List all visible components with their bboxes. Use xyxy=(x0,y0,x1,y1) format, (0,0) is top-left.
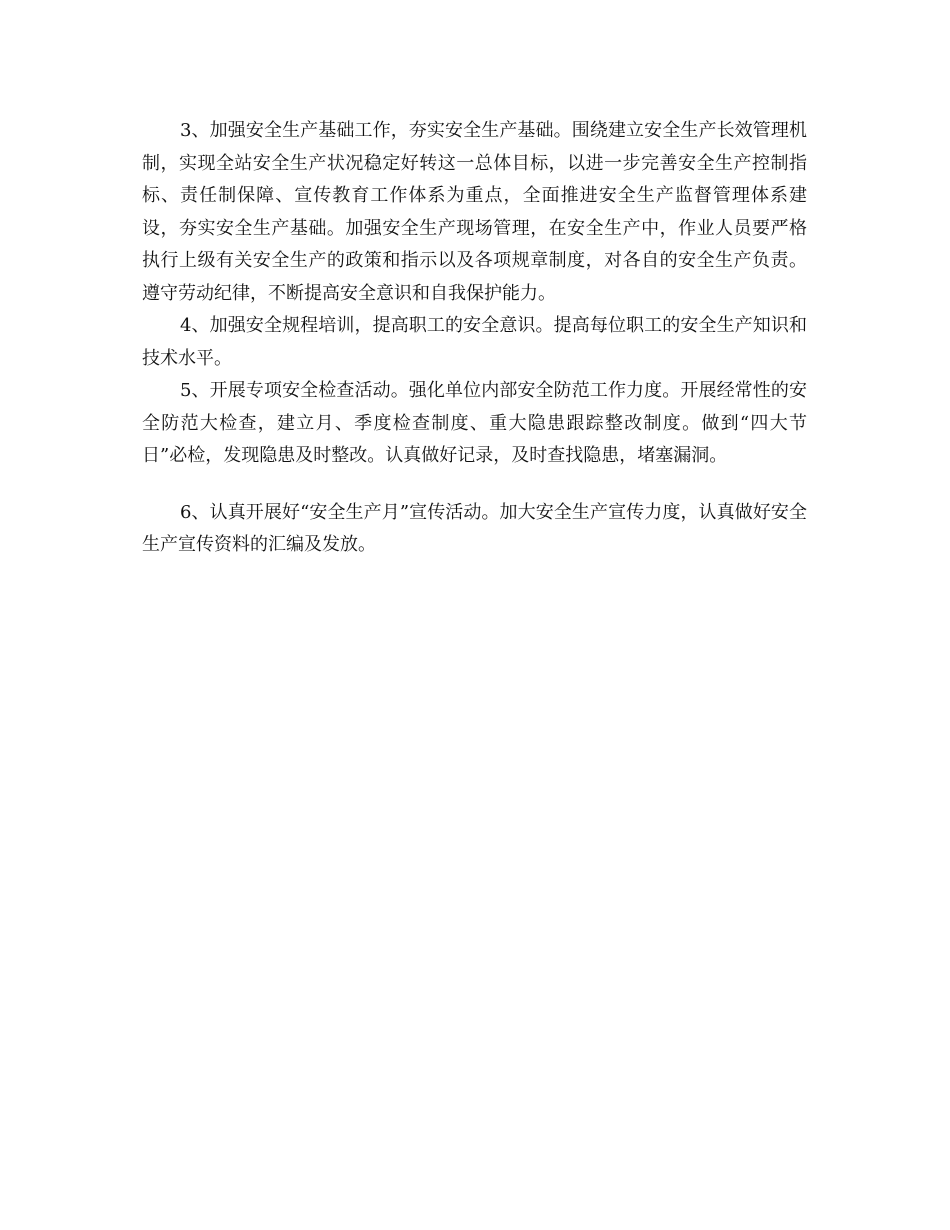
paragraph-4: 4、加强安全规程培训，提高职工的安全意识。提高每位职工的安全生产知识和技术水平。 xyxy=(142,315,807,369)
paragraph-spacer xyxy=(142,473,807,497)
paragraph-6: 6、认真开展好“安全生产月”宣传活动。加大安全生产宣传力度，认真做好安全生产宣传资料的汇编及发放。 xyxy=(142,501,807,555)
paragraph-5: 5、开展专项安全检查活动。强化单位内部安全防范工作力度。开展经常性的安全防范大检查，建立月、季度检查制度、重大隐患跟踪整改制度。做到“四大节日”必检，发现隐患及时整改。认真做好记录，及时查找隐患，堵塞漏洞。 xyxy=(142,380,807,466)
document-body xyxy=(142,115,807,562)
paragraph-3: 3、加强安全生产基础工作，夯实安全生产基础。围绕建立安全生产长效管理机制，实现全站安全生产状况稳定好转这一总体目标，以进一步完善安全生产控制指标、责任制保障、宣传教育工作体系为重点，全面推进安全生产监督管理体系建设，夯实安全生产基础。加强安全生产现场管理，在安全生产中，作业人员要严格执行上级有关安全生产的政策和指示以及各项规章制度，对各自的安全生产负责。遵守劳动纪律，不断提高安全意识和自我保护能力。 xyxy=(142,120,807,304)
